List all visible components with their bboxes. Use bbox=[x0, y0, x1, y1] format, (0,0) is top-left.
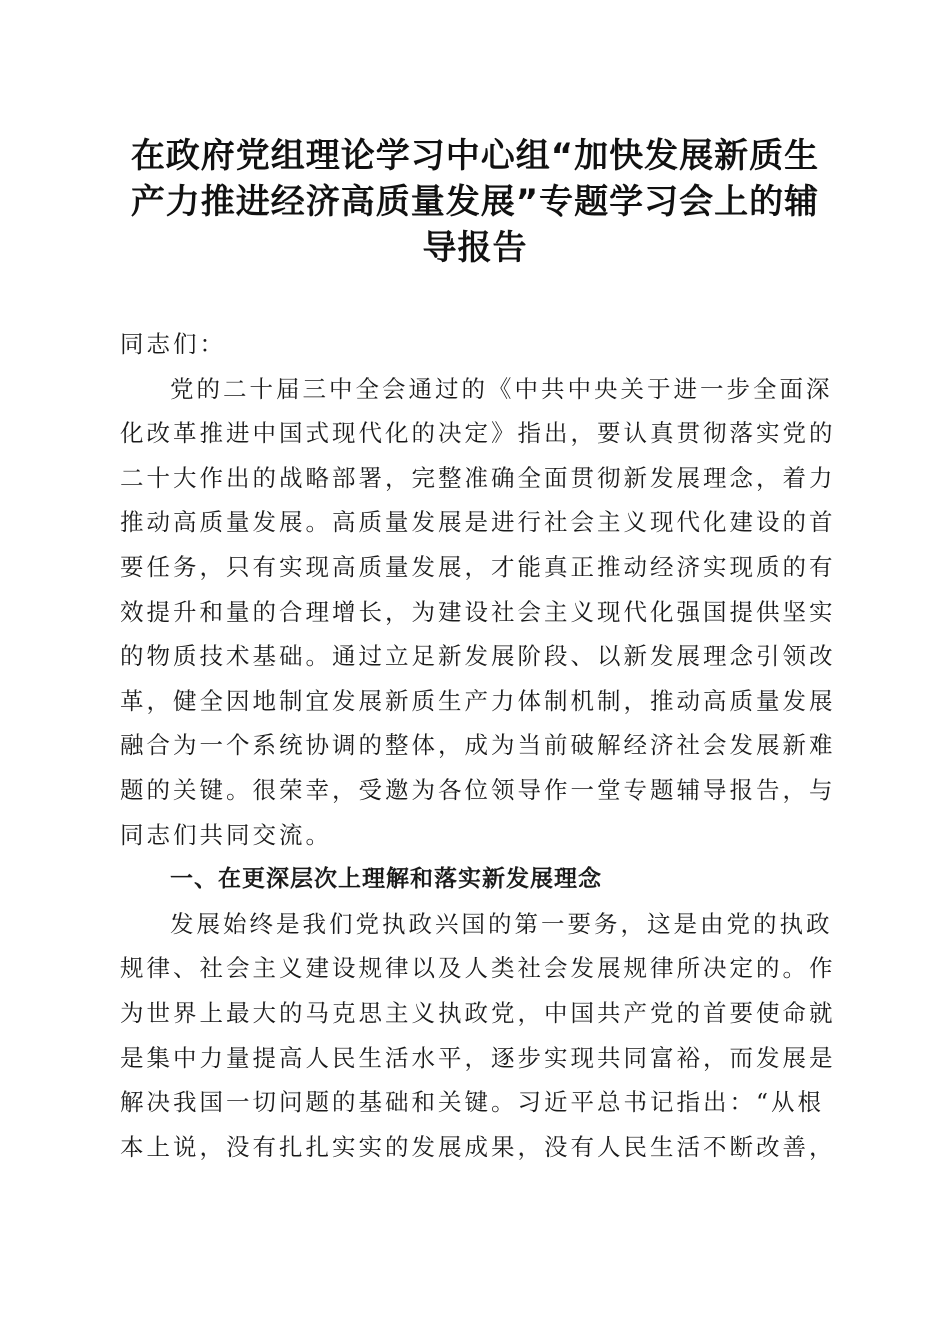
paragraph-2-line: 是集中力量提高人民生活水平，逐步实现共同富裕，而发展是 bbox=[120, 1043, 836, 1072]
paragraph-1-line: 二十大作出的战略部署，完整准确全面贯彻新发展理念，着力 bbox=[120, 463, 836, 492]
salutation: 同志们： bbox=[120, 330, 226, 358]
paragraph-1-line: 推动高质量发展。高质量发展是进行社会主义现代化建设的首 bbox=[120, 508, 836, 537]
title-line: 产力推进经济高质量发展”专题学习会上的辅 bbox=[130, 182, 820, 222]
title-line: 在政府党组理论学习中心组“加快发展新质生 bbox=[130, 136, 820, 176]
paragraph-1-line: 化改革推进中国式现代化的决定》指出，要认真贯彻落实党的 bbox=[120, 419, 836, 448]
paragraph-1-line: 革，健全因地制宜发展新质生产力体制机制，推动高质量发展 bbox=[120, 686, 836, 715]
paragraph-2-line: 解决我国一切问题的基础和关键。习近平总书记指出：“从根 bbox=[120, 1088, 825, 1117]
paragraph-1-line: 融合为一个系统协调的整体，成为当前破解经济社会发展新难 bbox=[120, 731, 836, 760]
document-body bbox=[120, 322, 834, 1169]
document-title bbox=[100, 133, 850, 271]
paragraph-1-line: 同志们共同交流。 bbox=[120, 820, 332, 849]
paragraph-1-line: 的物质技术基础。通过立足新发展阶段、以新发展理念引领改 bbox=[120, 642, 836, 671]
paragraph-2-line: 规律、社会主义建设规律以及人类社会发展规律所决定的。作 bbox=[120, 954, 836, 983]
paragraph-2-line: 为世界上最大的马克思主义执政党，中国共产党的首要使命就 bbox=[120, 998, 836, 1027]
paragraph-1-line: 要任务，只有实现高质量发展，才能真正推动经济实现质的有 bbox=[120, 552, 836, 581]
paragraph-1-line: 题的关键。很荣幸，受邀为各位领导作一堂专题辅导报告，与 bbox=[120, 775, 836, 804]
title-line: 导报告 bbox=[422, 228, 528, 268]
paragraph-2-line: 发展始终是我们党执政兴国的第一要务，这是由党的执政 bbox=[170, 909, 833, 938]
paragraph-1-line: 效提升和量的合理增长，为建设社会主义现代化强国提供坚实 bbox=[120, 597, 836, 626]
paragraph-1-line: 党的二十届三中全会通过的《中共中央关于进一步全面深 bbox=[170, 374, 833, 403]
section-heading: 一、在更深层次上理解和落实新发展理念 bbox=[170, 866, 602, 893]
paragraph-2-line: 本上说，没有扎扎实实的发展成果，没有人民生活不断改善， bbox=[120, 1132, 836, 1161]
